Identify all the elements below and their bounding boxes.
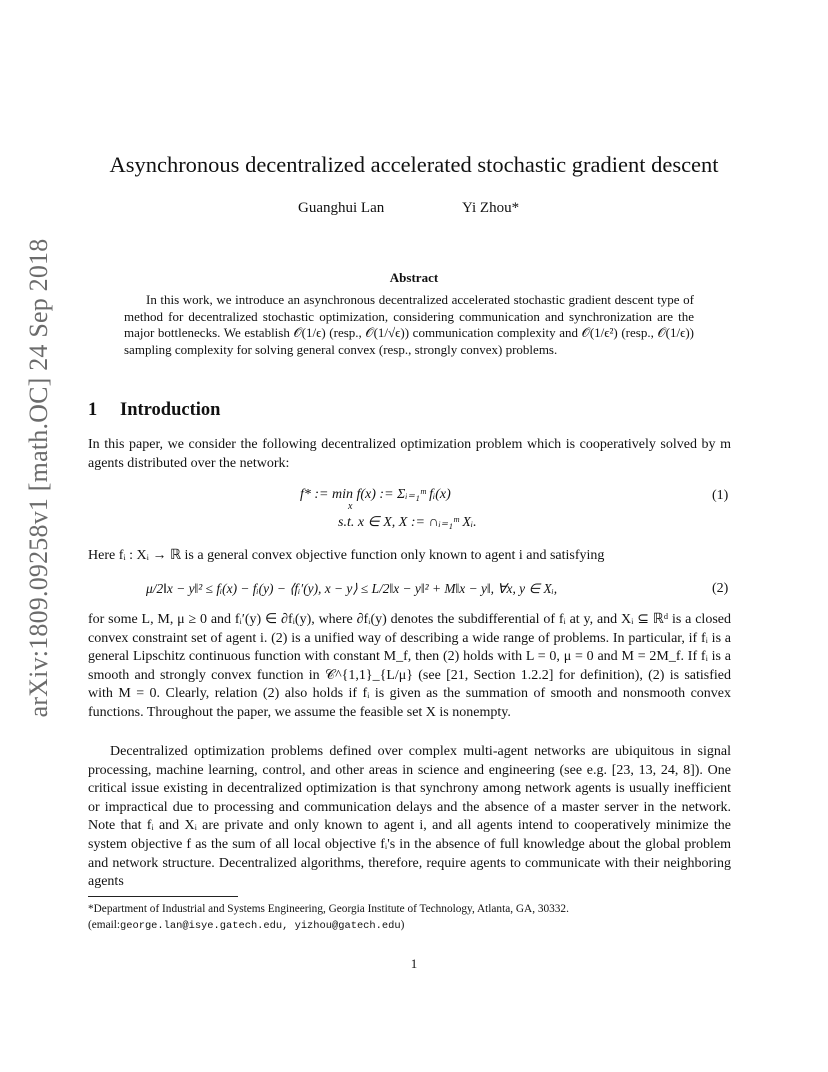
section-heading (88, 400, 220, 421)
footnote-affiliation: *Department of Industrial and Systems Engineering, Georgia Institute of Technology, Atlanta, GA, 30332. (88, 903, 569, 915)
section-title: Introduction (120, 400, 221, 420)
equation-1-number: (1) (712, 488, 729, 503)
footnote-emails: george.lan@isye.gatech.edu, yizhou@gatech.edu (120, 920, 401, 932)
equation-2: μ/2‖x − y‖² ≤ fᵢ(x) − fᵢ(y) − ⟨fᵢ′(y), x − y⟩ ≤ L/2‖x − y‖² + M‖x − y‖, ∀x, y ∈ Xᵢ, (146, 581, 558, 596)
abstract-text: In this work, we introduce an asynchronous decentralized accelerated stochastic gradient descent type of method for decentralized stochastic optimization, considering communication and synchronization are the major bottlenecks. We establish 𝒪(1/ϵ) (resp., 𝒪(1/√ϵ)) communication complexity and 𝒪(1/ϵ²) (resp., 𝒪(1/ϵ)) sampling complexity for solving general convex (resp., strongly convex) problems. (124, 292, 694, 357)
paragraph-2: for some L, M, μ ≥ 0 and fᵢ′(y) ∈ ∂fᵢ(y), where ∂fᵢ(y) denotes the subdifferential of fᵢ at y, and Xᵢ ⊆ ℝᵈ is a closed convex constraint set of agent i. (2) is a unified way of describing a wide range of problems. In particular, if fᵢ is a general Lipschitz continuous function with constant M_f, then (2) holds with L = 0, μ = 0 and M = 2M_f. If fᵢ is a smooth and strongly convex function in 𝒞^{1,1}_{L/μ} (see [21, Section 1.2.2] for definition), (2) is satisfied with M = 0. Clearly, relation (2) also holds if fᵢ is given as the summation of smooth and nonsmooth convex functions. Throughout the paper, we assume the feasible set X is nonempty. (88, 612, 731, 720)
footnote-emails-line (88, 917, 738, 934)
footnote-rule (88, 896, 238, 897)
section-number: 1 (88, 400, 98, 420)
here-line: Here fᵢ : Xᵢ → ℝ is a general convex objective function only known to agent i and satisfying (88, 548, 605, 563)
equation-1-line-2: s.t. x ∈ X, X := ∩ᵢ₌₁ᵐ Xᵢ. (338, 515, 477, 530)
paper-title: Asynchronous decentralized accelerated stochastic gradient descent (109, 152, 719, 177)
equation-2-number: (2) (712, 581, 729, 596)
equation-1-line-1: f* := min f(x) := Σᵢ₌₁ᵐ fᵢ(x) (300, 487, 451, 502)
author-2: Yi Zhou* (462, 200, 520, 216)
arxiv-id: arXiv:1809.09258v1 [math.OC] 24 Sep 2018 (24, 238, 53, 718)
abstract-heading: Abstract (389, 270, 439, 285)
arxiv-stamp (18, 238, 60, 718)
footnote-email-prefix: (email: (88, 919, 120, 931)
paragraph-3: Decentralized optimization problems defined over complex multi-agent networks are ubiquitous in signal processing, machine learning, control, and other areas in science and engineering (see e.g. [23, 13, 24, 8]). One critical issue existing in decentralized optimization is that synchrony among network agents is usually inefficient or impractical due to processing and communication delays and the absence of a master server in the network. Note that fᵢ and Xᵢ are private and only known to agent i, and all agents intend to cooperatively minimize the system objective f as the sum of all local objective fᵢ's in the absence of full knowledge about the global problem and network structure. Decentralized algorithms, therefore, require agents to communicate with their neighboring agents (88, 744, 731, 890)
footnote-email-suffix: ) (400, 919, 405, 931)
page-number: 1 (410, 956, 418, 971)
author-1: Guanghui Lan (298, 200, 385, 216)
abstract-body (124, 292, 694, 358)
footnote (88, 901, 738, 934)
intro-paragraph: In this paper, we consider the following decentralized optimization problem which is cooperatively solved by m agents distributed over the network: (88, 437, 731, 471)
equation-1-subscript: x (348, 501, 353, 512)
